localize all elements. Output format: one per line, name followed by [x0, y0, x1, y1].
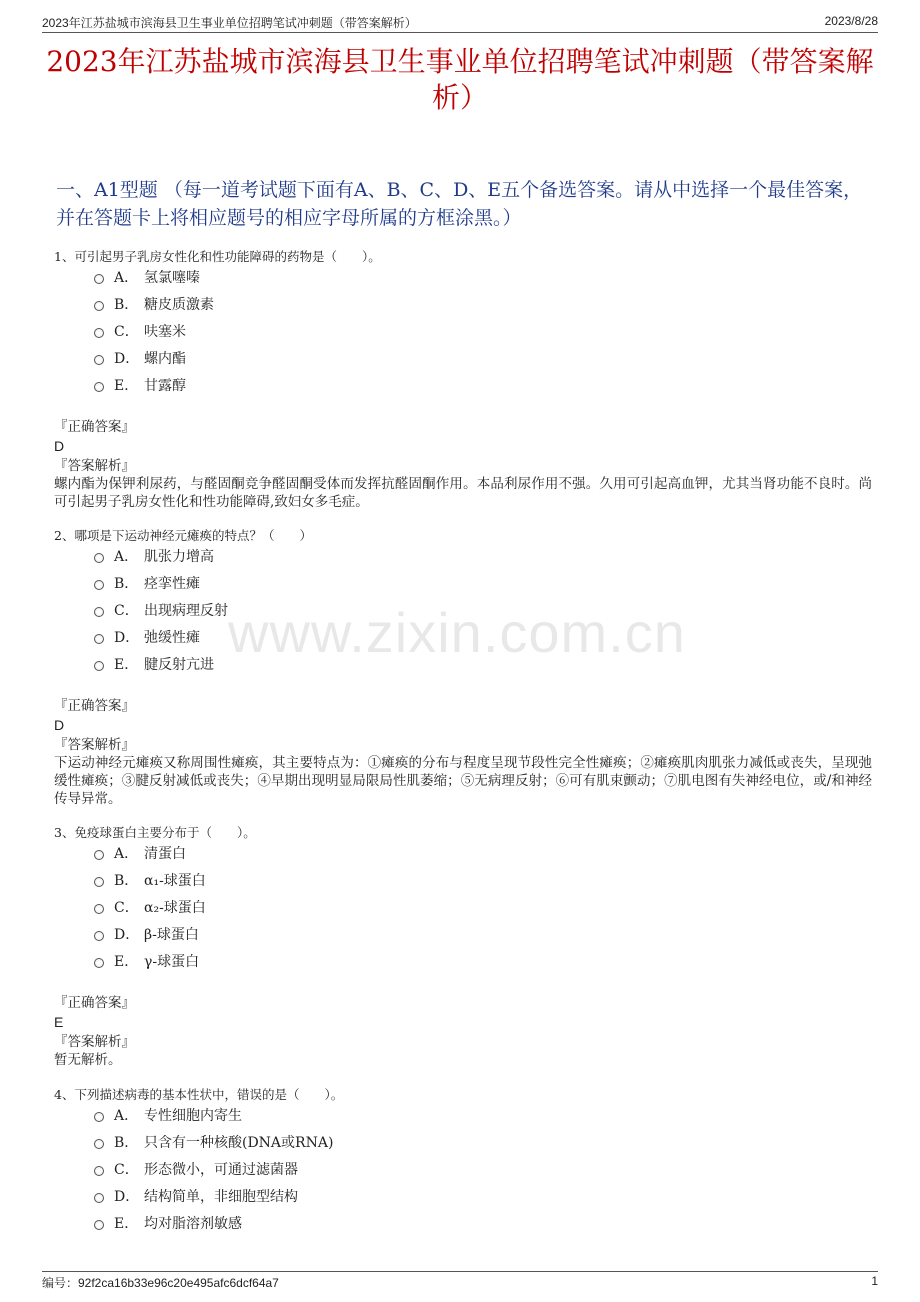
radio-icon[interactable] [94, 274, 104, 284]
question-4 [54, 1086, 872, 1232]
radio-icon[interactable] [94, 1112, 104, 1122]
radio-icon[interactable] [94, 328, 104, 338]
option-letter: E． [114, 1216, 139, 1232]
option-text: 出现病理反射 [144, 603, 228, 619]
option-letter: C． [114, 1162, 139, 1178]
question-3 [54, 824, 872, 1068]
option-letter: C． [114, 900, 139, 916]
page-number: 1 [871, 1274, 878, 1288]
radio-icon[interactable] [94, 877, 104, 887]
option-letter: A． [114, 846, 139, 862]
option-letter: B． [114, 576, 139, 592]
question-text: 1、可引起男子乳房女性化和性功能障碍的药物是（ ）。 [54, 249, 381, 264]
option-text: 痉挛性瘫 [144, 576, 200, 592]
option-letter: D． [114, 927, 140, 943]
radio-icon[interactable] [94, 382, 104, 392]
option-text: 结构简单，非细胞型结构 [144, 1189, 298, 1205]
explanation-text: 下运动神经元瘫痪又称周围性瘫痪，其主要特点为：①瘫痪的分布与程度呈现节段性完全性瘫痪；②瘫痪肌肉肌张力减低或丧失，呈现弛缓性瘫痪；③腱反射减低或丧失；④早期出现明显局限局性肌萎缩；⑤无病理反射；⑥可有肌束颤动；⑦肌电图有失神经电位，或/和神经传导异常。 [54, 755, 872, 807]
page-header [42, 14, 878, 33]
question-text: 3、免疫球蛋白主要分布于（ ）。 [54, 825, 256, 840]
header-doc-title: 2023年江苏盐城市滨海县卫生事业单位招聘笔试冲刺题（带答案解析） [42, 16, 417, 30]
option-letter: E． [114, 657, 139, 673]
question-text: 4、下列描述病毒的基本性状中，错误的是（ ）。 [54, 1087, 344, 1102]
option-text: α₂-球蛋白 [144, 900, 206, 916]
option-text: β-球蛋白 [144, 927, 199, 943]
option-letter: B． [114, 873, 139, 889]
explanation-text: 螺内酯为保钾利尿药，与醛固酮竞争醛固酮受体而发挥抗醛固酮作用。本品利尿作用不强。久用可引起高血钾，尤其当肾功能不良时。尚可引起男子乳房女性化和性功能障碍,致妇女多毛症。 [54, 476, 872, 510]
correct-answer: E [54, 1014, 64, 1030]
option-letter: B． [114, 297, 139, 313]
answer-label: 『正确答案』 [54, 698, 135, 714]
option-letter: C． [114, 603, 139, 619]
option-text: 氢氯噻嗪 [144, 270, 200, 286]
radio-icon[interactable] [94, 931, 104, 941]
option-letter: C． [114, 324, 139, 340]
correct-answer: D [54, 438, 65, 454]
watermark: www.zixin.com.cn [228, 601, 686, 664]
option-letter: D． [114, 1189, 140, 1205]
option-text: 弛缓性瘫 [144, 630, 200, 646]
option-text: 专性细胞内寄生 [144, 1108, 242, 1124]
option-letter: E． [114, 954, 139, 970]
radio-icon[interactable] [94, 904, 104, 914]
option-letter: B． [114, 1135, 139, 1151]
radio-icon[interactable] [94, 1166, 104, 1176]
radio-icon[interactable] [94, 634, 104, 644]
correct-answer: D [54, 717, 65, 733]
page-footer [42, 1271, 878, 1290]
option-text: γ-球蛋白 [144, 954, 200, 970]
document-title: 2023年江苏盐城市滨海县卫生事业单位招聘笔试冲刺题（带答案解析） [46, 45, 874, 114]
question-text: 2、哪项是下运动神经元瘫痪的特点？（ ） [54, 528, 312, 543]
radio-icon[interactable] [94, 553, 104, 563]
option-text: 只含有一种核酸(DNA或RNA) [144, 1135, 334, 1151]
option-letter: D． [114, 351, 140, 367]
option-text: 糖皮质激素 [144, 297, 214, 313]
explanation-text: 暂无解析。 [54, 1052, 122, 1068]
option-text: 形态微小，可通过滤菌器 [144, 1162, 298, 1178]
radio-icon[interactable] [94, 580, 104, 590]
radio-icon[interactable] [94, 1220, 104, 1230]
option-letter: A． [114, 1108, 139, 1124]
header-date: 2023/8/28 [824, 14, 878, 28]
option-letter: A． [114, 270, 139, 286]
question-1 [54, 248, 872, 510]
radio-icon[interactable] [94, 355, 104, 365]
document-id: 编号：92f2ca16b33e96c20e495afc6dcf64a7 [42, 1276, 279, 1290]
radio-icon[interactable] [94, 958, 104, 968]
option-text: 腱反射亢进 [144, 657, 214, 673]
option-letter: D． [114, 630, 140, 646]
explanation-label: 『答案解析』 [54, 737, 135, 753]
option-text: 甘露醇 [144, 378, 186, 394]
option-text: 均对脂溶剂敏感 [144, 1216, 242, 1232]
answer-label: 『正确答案』 [54, 419, 135, 435]
option-letter: A． [114, 549, 139, 565]
option-text: α₁-球蛋白 [144, 873, 206, 889]
option-text: 肌张力增高 [144, 549, 214, 565]
explanation-label: 『答案解析』 [54, 458, 135, 474]
option-letter: E． [114, 378, 139, 394]
radio-icon[interactable] [94, 661, 104, 671]
radio-icon[interactable] [94, 850, 104, 860]
section-heading: 一、A1型题 （每一道考试题下面有A、B、C、D、E五个备选答案。请从中选择一个最佳答案，并在答题卡上将相应题号的相应字母所属的方框涂黑。） [56, 179, 863, 229]
option-text: 清蛋白 [144, 846, 186, 862]
radio-icon[interactable] [94, 1193, 104, 1203]
explanation-label: 『答案解析』 [54, 1034, 135, 1050]
radio-icon[interactable] [94, 607, 104, 617]
option-text: 螺内酯 [144, 351, 186, 367]
option-text: 呋塞米 [144, 324, 186, 340]
answer-label: 『正确答案』 [54, 995, 135, 1011]
radio-icon[interactable] [94, 1139, 104, 1149]
radio-icon[interactable] [94, 301, 104, 311]
